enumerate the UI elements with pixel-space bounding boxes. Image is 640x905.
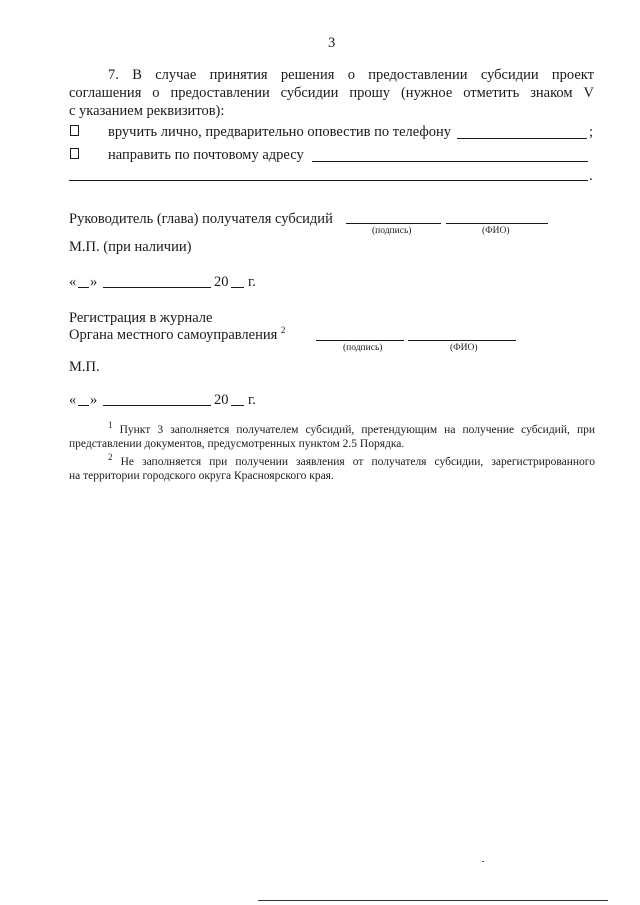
registration-stamp: М.П.	[69, 359, 100, 375]
footnote2-line1	[108, 452, 595, 469]
option-post-checkbox[interactable]	[70, 148, 79, 159]
footnote2-line1-text: Не заполняется при получении заявления от получателя субсидии, зарегистрированного	[120, 456, 595, 468]
registration-line2-text: Органа местного самоуправления	[69, 327, 278, 343]
head-fio-line[interactable]	[446, 223, 548, 224]
date1-open-quote: «	[69, 274, 77, 290]
date1-day-line[interactable]	[78, 287, 89, 288]
footnote2-mark: 2	[108, 452, 113, 463]
date2-day-line[interactable]	[78, 405, 89, 406]
option-post-label: направить по почтовому адресу	[108, 147, 304, 163]
date2-year-suffix: г.	[248, 392, 256, 408]
date2-year-prefix: 20	[214, 392, 229, 408]
address-field-line-1[interactable]	[312, 161, 588, 162]
option-hand-deliver-checkbox[interactable]	[70, 125, 79, 136]
head-fio-caption: (ФИО)	[482, 226, 510, 236]
date2-close-quote: »	[90, 392, 98, 408]
date1-month-line[interactable]	[103, 287, 211, 288]
section7-line3: с указанием реквизитов):	[69, 103, 225, 119]
footnote1-mark: 1	[108, 420, 113, 431]
registration-signature-line[interactable]	[316, 340, 404, 341]
section7-line1: 7. В случае принятия решения о предоставлении субсидии проект	[108, 67, 594, 83]
registration-footnote-ref: 2	[280, 325, 286, 336]
section7-line2: соглашения о предоставлении субсидии прошу (нужное отметить знаком V	[69, 85, 594, 101]
footnote1-line1-text: Пункт 3 заполняется получателем субсидий, претендующим на получение субсидий, при	[119, 424, 596, 436]
footnote2-line2: на территории городского округа Красноярского края.	[69, 470, 334, 482]
option-hand-deliver-label: вручить лично, предварительно оповестив по телефону	[108, 124, 452, 140]
scan-speck	[482, 861, 484, 862]
phone-field-line[interactable]	[457, 138, 587, 139]
registration-line2	[69, 326, 285, 344]
page-number: 3	[328, 35, 336, 51]
registration-sign-caption: (подпись)	[343, 343, 383, 353]
registration-line1: Регистрация в журнале	[69, 310, 213, 326]
date2-year-line[interactable]	[231, 405, 244, 406]
date1-year-prefix: 20	[214, 274, 229, 290]
date2-open-quote: «	[69, 392, 77, 408]
footnote1-line1	[108, 420, 596, 437]
head-signature-line[interactable]	[346, 223, 441, 224]
date1-close-quote: »	[90, 274, 98, 290]
registration-fio-line[interactable]	[408, 340, 516, 341]
scan-edge-line	[258, 900, 608, 901]
head-stamp: М.П. (при наличии)	[69, 239, 192, 255]
registration-fio-caption: (ФИО)	[450, 343, 478, 353]
address-field-line-2[interactable]	[69, 180, 588, 181]
footnote1-line2: представлении документов, предусмотренных пунктом 2.5 Порядка.	[69, 438, 405, 450]
date1-year-line[interactable]	[231, 287, 244, 288]
option1-end-mark: ;	[589, 124, 594, 140]
option2-end-mark: .	[589, 168, 593, 184]
head-title: Руководитель (глава) получателя субсидий	[69, 211, 333, 227]
head-sign-caption: (подпись)	[372, 226, 412, 236]
date1-year-suffix: г.	[248, 274, 256, 290]
date2-month-line[interactable]	[103, 405, 211, 406]
